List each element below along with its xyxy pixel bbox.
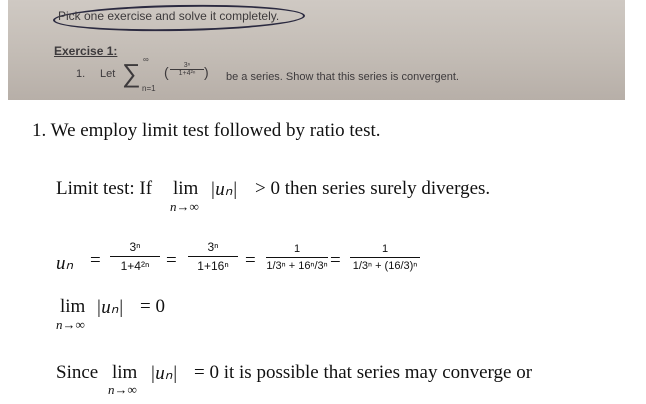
fraction-1: 3ⁿ 1+4²ⁿ (110, 240, 160, 273)
since-conclusion: = 0 it is possible that series may converge or (194, 362, 533, 383)
lim-operator: lim (173, 178, 199, 199)
lim-operator-2: lim (60, 296, 86, 317)
abs-un-3: |uₙ| (150, 363, 178, 384)
exercise-title: Exercise 1: (54, 44, 118, 58)
un-symbol: uₙ (56, 253, 74, 274)
instruction-text: Pick one exercise and solve it completely. (58, 9, 280, 23)
lim-subscript-3: n→∞ (108, 382, 137, 397)
lim-subscript: n→∞ (170, 199, 199, 214)
exercise-statement: be a series. Show that this series is convergent. (226, 71, 459, 83)
abs-un-2: |uₙ| (96, 297, 124, 318)
since-word: Since (56, 362, 99, 383)
fraction-3: 1 1/3ⁿ + 16ⁿ/3ⁿ (266, 243, 328, 272)
lim-operator-3: lim (112, 362, 138, 383)
sum-symbol-icon: ∑ (122, 58, 141, 88)
equals-sign: = (245, 250, 256, 271)
sum-upper-limit: ∞ (143, 55, 149, 64)
equals-sign: = (330, 250, 341, 271)
photo-term-fraction: 3ⁿ 1+4²ⁿ (170, 62, 204, 77)
sum-lower-limit: n=1 (142, 84, 156, 93)
abs-un: |uₙ| (210, 179, 238, 200)
let-word: Let (100, 68, 116, 80)
fraction-4: 1 1/3ⁿ + (16/3)ⁿ (350, 243, 420, 272)
equals-sign: = (90, 250, 101, 271)
solution-line-1: 1. We employ limit test followed by ratio test. (32, 120, 381, 141)
fraction-2: 3ⁿ 1+16ⁿ (188, 240, 238, 273)
item-number: 1. (76, 68, 86, 80)
exercise-photo: Pick one exercise and solve it completely. Exercise 1: 1. Let ∑ ∞ n=1 ( 3ⁿ 1+4²ⁿ ) be a series. Show that this series is convergent. (8, 0, 625, 100)
lim-subscript-2: n→∞ (56, 317, 85, 332)
diverges-condition: > 0 then series surely diverges. (255, 178, 491, 199)
equals-zero: = 0 (140, 296, 165, 317)
limit-test-intro: Limit test: If (56, 178, 153, 199)
equals-sign: = (166, 250, 177, 271)
